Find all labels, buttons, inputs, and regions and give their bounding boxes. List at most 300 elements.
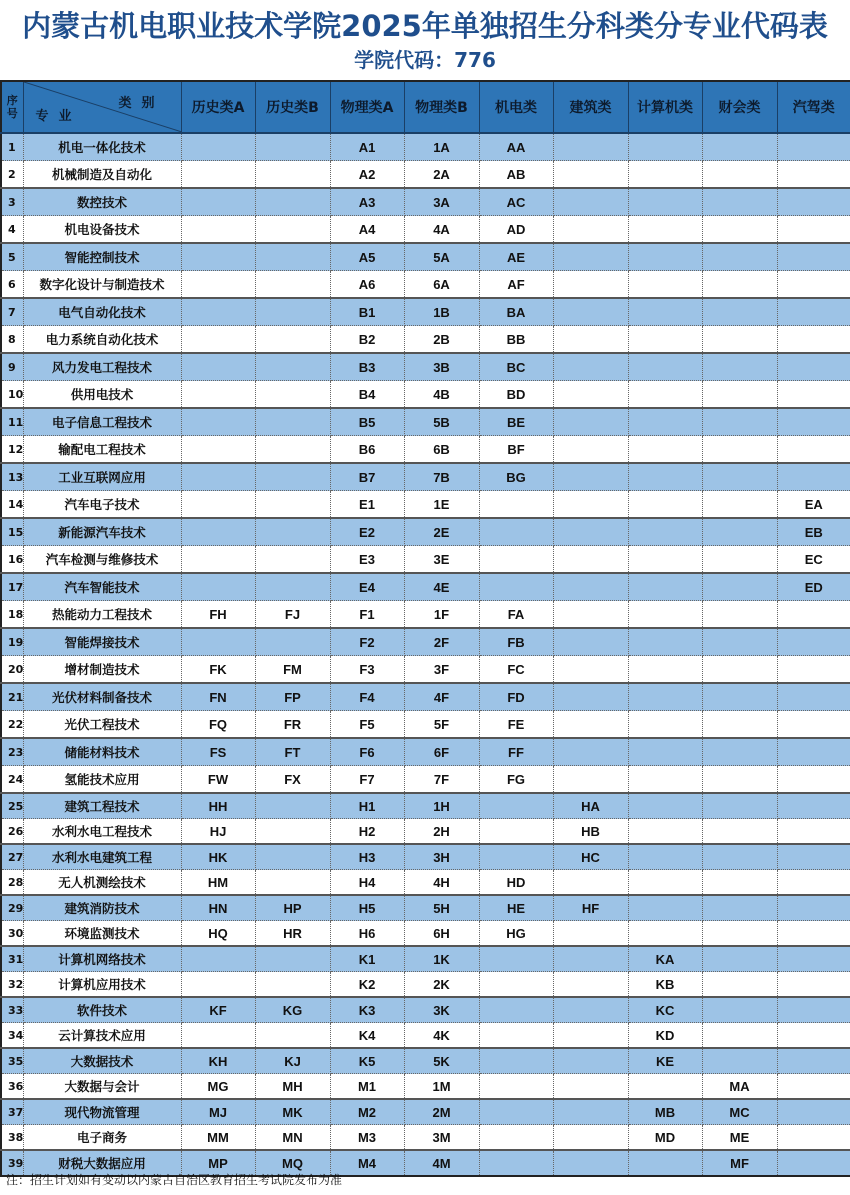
- row-seq: 24: [1, 766, 23, 794]
- row-seq: 28: [1, 870, 23, 896]
- row-code-cell: 4H: [404, 870, 479, 896]
- row-code-cell: [628, 491, 702, 519]
- row-code-cell: [255, 133, 330, 161]
- row-code-cell: [553, 573, 628, 601]
- row-code-cell: 3K: [404, 997, 479, 1023]
- row-code-cell: 6B: [404, 436, 479, 464]
- row-code-cell: [255, 819, 330, 845]
- row-code-cell: [628, 573, 702, 601]
- row-code-cell: 3B: [404, 353, 479, 381]
- row-seq: 8: [1, 326, 23, 354]
- row-code-cell: [553, 870, 628, 896]
- row-code-cell: [628, 921, 702, 947]
- table-row: [1, 946, 850, 972]
- row-code-cell: FW: [181, 766, 255, 794]
- row-major: 机电设备技术: [23, 216, 181, 244]
- row-code-cell: [702, 216, 777, 244]
- row-code-cell: 1M: [404, 1074, 479, 1100]
- row-code-cell: [702, 161, 777, 189]
- row-major: 智能控制技术: [23, 243, 181, 271]
- row-code-cell: [777, 1023, 850, 1049]
- row-seq: 17: [1, 573, 23, 601]
- row-major: 建筑消防技术: [23, 895, 181, 921]
- row-code-cell: FQ: [181, 711, 255, 739]
- row-seq: 37: [1, 1099, 23, 1125]
- row-major: 热能动力工程技术: [23, 601, 181, 629]
- row-code-cell: A4: [330, 216, 404, 244]
- row-code-cell: [479, 946, 553, 972]
- row-code-cell: KF: [181, 997, 255, 1023]
- row-code-cell: 7B: [404, 463, 479, 491]
- row-code-cell: KG: [255, 997, 330, 1023]
- row-code-cell: [777, 683, 850, 711]
- table-row: [1, 870, 850, 896]
- row-code-cell: KH: [181, 1048, 255, 1074]
- row-code-cell: [255, 161, 330, 189]
- row-code-cell: [628, 819, 702, 845]
- table-row: [1, 738, 850, 766]
- row-seq: 21: [1, 683, 23, 711]
- row-code-cell: [702, 819, 777, 845]
- row-code-cell: [628, 656, 702, 684]
- row-code-cell: 6A: [404, 271, 479, 299]
- row-seq: 20: [1, 656, 23, 684]
- row-code-cell: [628, 546, 702, 574]
- row-code-cell: [777, 1074, 850, 1100]
- row-code-cell: [553, 353, 628, 381]
- table-row: [1, 844, 850, 870]
- row-code-cell: 2H: [404, 819, 479, 845]
- row-code-cell: A6: [330, 271, 404, 299]
- row-code-cell: [628, 628, 702, 656]
- row-code-cell: BD: [479, 381, 553, 409]
- row-code-cell: [628, 271, 702, 299]
- row-code-cell: [777, 870, 850, 896]
- row-major: 云计算技术应用: [23, 1023, 181, 1049]
- row-code-cell: [628, 436, 702, 464]
- row-code-cell: KD: [628, 1023, 702, 1049]
- row-code-cell: 3F: [404, 656, 479, 684]
- row-code-cell: B1: [330, 298, 404, 326]
- row-code-cell: 1E: [404, 491, 479, 519]
- row-code-cell: FA: [479, 601, 553, 629]
- row-code-cell: FX: [255, 766, 330, 794]
- row-code-cell: K1: [330, 946, 404, 972]
- row-code-cell: HD: [479, 870, 553, 896]
- row-code-cell: [553, 738, 628, 766]
- row-code-cell: BC: [479, 353, 553, 381]
- row-code-cell: 2K: [404, 972, 479, 998]
- row-code-cell: [777, 895, 850, 921]
- row-code-cell: F2: [330, 628, 404, 656]
- row-code-cell: E1: [330, 491, 404, 519]
- row-code-cell: B4: [330, 381, 404, 409]
- row-code-cell: MJ: [181, 1099, 255, 1125]
- row-code-cell: [181, 946, 255, 972]
- row-code-cell: [553, 243, 628, 271]
- row-major: 工业互联网应用: [23, 463, 181, 491]
- table-row: [1, 518, 850, 546]
- row-seq: 2: [1, 161, 23, 189]
- row-code-cell: [479, 819, 553, 845]
- row-major: 智能焊接技术: [23, 628, 181, 656]
- row-code-cell: HH: [181, 793, 255, 819]
- row-code-cell: [553, 188, 628, 216]
- row-code-cell: [777, 243, 850, 271]
- row-code-cell: FT: [255, 738, 330, 766]
- row-major: 输配电工程技术: [23, 436, 181, 464]
- row-code-cell: HM: [181, 870, 255, 896]
- row-code-cell: [702, 436, 777, 464]
- row-code-cell: HP: [255, 895, 330, 921]
- row-code-cell: [628, 793, 702, 819]
- row-code-cell: 2M: [404, 1099, 479, 1125]
- row-code-cell: [255, 326, 330, 354]
- table-row: [1, 628, 850, 656]
- table-row: [1, 972, 850, 998]
- row-code-cell: HE: [479, 895, 553, 921]
- row-code-cell: E2: [330, 518, 404, 546]
- row-code-cell: [628, 381, 702, 409]
- table-row: [1, 1125, 850, 1151]
- row-code-cell: 3H: [404, 844, 479, 870]
- row-code-cell: [479, 1150, 553, 1176]
- row-code-cell: MN: [255, 1125, 330, 1151]
- table-row: [1, 216, 850, 244]
- row-code-cell: [553, 921, 628, 947]
- col-history-b: 历史类B: [255, 81, 330, 133]
- row-code-cell: [553, 408, 628, 436]
- row-code-cell: [702, 133, 777, 161]
- row-code-cell: [553, 298, 628, 326]
- row-code-cell: [553, 972, 628, 998]
- row-code-cell: [777, 408, 850, 436]
- row-code-cell: [255, 463, 330, 491]
- row-code-cell: H5: [330, 895, 404, 921]
- row-major: 无人机测绘技术: [23, 870, 181, 896]
- row-code-cell: B7: [330, 463, 404, 491]
- row-code-cell: [702, 491, 777, 519]
- row-code-cell: 2E: [404, 518, 479, 546]
- row-seq: 4: [1, 216, 23, 244]
- row-code-cell: [628, 463, 702, 491]
- row-code-cell: [479, 573, 553, 601]
- col-history-a: 历史类A: [181, 81, 255, 133]
- row-code-cell: 5K: [404, 1048, 479, 1074]
- row-code-cell: [777, 819, 850, 845]
- row-code-cell: 5A: [404, 243, 479, 271]
- row-seq: 11: [1, 408, 23, 436]
- row-code-cell: [181, 408, 255, 436]
- row-code-cell: [181, 243, 255, 271]
- row-code-cell: 1F: [404, 601, 479, 629]
- row-code-cell: [255, 518, 330, 546]
- row-code-cell: [255, 298, 330, 326]
- row-code-cell: KE: [628, 1048, 702, 1074]
- row-code-cell: A3: [330, 188, 404, 216]
- row-code-cell: [255, 381, 330, 409]
- row-major: 水利水电工程技术: [23, 819, 181, 845]
- col-accounting: 财会类: [702, 81, 777, 133]
- row-code-cell: [777, 844, 850, 870]
- row-code-cell: 5B: [404, 408, 479, 436]
- table-row: [1, 298, 850, 326]
- row-code-cell: [553, 1048, 628, 1074]
- table-row: [1, 133, 850, 161]
- table-row: [1, 546, 850, 574]
- row-code-cell: H6: [330, 921, 404, 947]
- row-major: 氢能技术应用: [23, 766, 181, 794]
- col-architecture: 建筑类: [553, 81, 628, 133]
- row-code-cell: [479, 1125, 553, 1151]
- row-code-cell: [628, 326, 702, 354]
- table-row: [1, 271, 850, 299]
- row-code-cell: [255, 216, 330, 244]
- row-code-cell: [777, 133, 850, 161]
- row-major: 汽车智能技术: [23, 573, 181, 601]
- row-code-cell: [777, 188, 850, 216]
- table-row: [1, 601, 850, 629]
- row-code-cell: [255, 353, 330, 381]
- table-row: [1, 463, 850, 491]
- row-code-cell: [702, 895, 777, 921]
- row-code-cell: [702, 1023, 777, 1049]
- row-code-cell: [255, 946, 330, 972]
- row-code-cell: [628, 711, 702, 739]
- row-code-cell: [777, 353, 850, 381]
- table-row: [1, 326, 850, 354]
- row-code-cell: [479, 997, 553, 1023]
- row-code-cell: [553, 946, 628, 972]
- row-code-cell: [628, 844, 702, 870]
- row-code-cell: [702, 711, 777, 739]
- row-code-cell: [553, 518, 628, 546]
- row-code-cell: [553, 133, 628, 161]
- row-code-cell: [702, 793, 777, 819]
- row-seq: 19: [1, 628, 23, 656]
- row-major: 风力发电工程技术: [23, 353, 181, 381]
- row-code-cell: F6: [330, 738, 404, 766]
- row-code-cell: [628, 161, 702, 189]
- row-code-cell: [181, 381, 255, 409]
- row-major: 大数据技术: [23, 1048, 181, 1074]
- row-code-cell: M2: [330, 1099, 404, 1125]
- row-seq: 29: [1, 895, 23, 921]
- row-code-cell: [479, 1048, 553, 1074]
- row-code-cell: 4B: [404, 381, 479, 409]
- row-major: 电气自动化技术: [23, 298, 181, 326]
- col-electromech: 机电类: [479, 81, 553, 133]
- row-code-cell: HQ: [181, 921, 255, 947]
- row-code-cell: [181, 216, 255, 244]
- row-code-cell: [628, 188, 702, 216]
- row-major: 增材制造技术: [23, 656, 181, 684]
- table-row: [1, 188, 850, 216]
- row-code-cell: MH: [255, 1074, 330, 1100]
- row-code-cell: [181, 518, 255, 546]
- row-code-cell: [702, 546, 777, 574]
- row-code-cell: [702, 921, 777, 947]
- row-code-cell: [628, 1150, 702, 1176]
- row-code-cell: [181, 161, 255, 189]
- row-code-cell: [628, 518, 702, 546]
- row-code-cell: MK: [255, 1099, 330, 1125]
- row-code-cell: [255, 972, 330, 998]
- row-code-cell: [702, 972, 777, 998]
- row-code-cell: FP: [255, 683, 330, 711]
- row-code-cell: [628, 408, 702, 436]
- row-code-cell: 6H: [404, 921, 479, 947]
- row-major: 机械制造及自动化: [23, 161, 181, 189]
- row-code-cell: M1: [330, 1074, 404, 1100]
- row-code-cell: BF: [479, 436, 553, 464]
- table-row: [1, 921, 850, 947]
- row-code-cell: [553, 381, 628, 409]
- row-code-cell: AD: [479, 216, 553, 244]
- row-code-cell: [702, 766, 777, 794]
- category-label: 类别: [118, 96, 165, 111]
- row-code-cell: [553, 1150, 628, 1176]
- row-code-cell: [181, 188, 255, 216]
- row-code-cell: [479, 518, 553, 546]
- row-code-cell: KA: [628, 946, 702, 972]
- row-code-cell: 1K: [404, 946, 479, 972]
- row-code-cell: [702, 353, 777, 381]
- row-code-cell: 7F: [404, 766, 479, 794]
- row-code-cell: BE: [479, 408, 553, 436]
- row-major: 电力系统自动化技术: [23, 326, 181, 354]
- row-code-cell: [628, 353, 702, 381]
- row-code-cell: B6: [330, 436, 404, 464]
- row-major: 光伏工程技术: [23, 711, 181, 739]
- row-code-cell: F1: [330, 601, 404, 629]
- row-code-cell: 3A: [404, 188, 479, 216]
- row-code-cell: [255, 243, 330, 271]
- table-row: [1, 656, 850, 684]
- row-code-cell: FF: [479, 738, 553, 766]
- table-header-row: [1, 81, 850, 133]
- row-major: 储能材料技术: [23, 738, 181, 766]
- row-code-cell: 4F: [404, 683, 479, 711]
- row-code-cell: [777, 997, 850, 1023]
- row-code-cell: [553, 216, 628, 244]
- row-code-cell: [553, 491, 628, 519]
- row-code-cell: [702, 738, 777, 766]
- row-code-cell: [255, 573, 330, 601]
- row-code-cell: [777, 463, 850, 491]
- row-code-cell: [777, 436, 850, 464]
- row-code-cell: M3: [330, 1125, 404, 1151]
- row-code-cell: H1: [330, 793, 404, 819]
- row-code-cell: [702, 946, 777, 972]
- row-code-cell: [553, 546, 628, 574]
- row-seq: 34: [1, 1023, 23, 1049]
- row-code-cell: [255, 491, 330, 519]
- row-seq: 13: [1, 463, 23, 491]
- row-code-cell: [628, 133, 702, 161]
- row-code-cell: MA: [702, 1074, 777, 1100]
- row-code-cell: 1A: [404, 133, 479, 161]
- row-seq: 14: [1, 491, 23, 519]
- row-code-cell: H4: [330, 870, 404, 896]
- footnote: 注：招生计划如有变动以内蒙古自治区教育招生考试院发布为准: [6, 1173, 343, 1187]
- row-code-cell: AB: [479, 161, 553, 189]
- row-code-cell: AC: [479, 188, 553, 216]
- row-code-cell: BG: [479, 463, 553, 491]
- row-code-cell: MD: [628, 1125, 702, 1151]
- row-code-cell: [628, 683, 702, 711]
- row-code-cell: [479, 1099, 553, 1125]
- major-label: 专业: [35, 109, 82, 124]
- row-code-cell: [777, 711, 850, 739]
- row-seq: 7: [1, 298, 23, 326]
- row-code-cell: HF: [553, 895, 628, 921]
- row-seq: 18: [1, 601, 23, 629]
- row-code-cell: BB: [479, 326, 553, 354]
- row-code-cell: [553, 683, 628, 711]
- row-code-cell: [702, 573, 777, 601]
- row-code-cell: [777, 216, 850, 244]
- row-code-cell: [702, 326, 777, 354]
- row-code-cell: [553, 628, 628, 656]
- row-seq: 25: [1, 793, 23, 819]
- row-seq: 32: [1, 972, 23, 998]
- row-code-cell: F4: [330, 683, 404, 711]
- row-code-cell: EB: [777, 518, 850, 546]
- row-code-cell: [628, 216, 702, 244]
- row-code-cell: MG: [181, 1074, 255, 1100]
- row-major: 电子信息工程技术: [23, 408, 181, 436]
- row-code-cell: KJ: [255, 1048, 330, 1074]
- row-code-cell: 4M: [404, 1150, 479, 1176]
- row-code-cell: [702, 870, 777, 896]
- row-code-cell: H3: [330, 844, 404, 870]
- row-code-cell: [777, 766, 850, 794]
- row-code-cell: A5: [330, 243, 404, 271]
- row-code-cell: MM: [181, 1125, 255, 1151]
- row-major: 现代物流管理: [23, 1099, 181, 1125]
- table-row: [1, 573, 850, 601]
- col-computer: 计算机类: [628, 81, 702, 133]
- row-code-cell: [777, 381, 850, 409]
- table-row: [1, 683, 850, 711]
- row-code-cell: [255, 870, 330, 896]
- row-code-cell: FB: [479, 628, 553, 656]
- row-code-cell: [255, 628, 330, 656]
- row-code-cell: HC: [553, 844, 628, 870]
- row-code-cell: KB: [628, 972, 702, 998]
- row-code-cell: [181, 271, 255, 299]
- row-code-cell: FH: [181, 601, 255, 629]
- row-code-cell: [553, 1099, 628, 1125]
- row-code-cell: [702, 1048, 777, 1074]
- row-code-cell: [181, 491, 255, 519]
- row-code-cell: [181, 353, 255, 381]
- row-code-cell: 1B: [404, 298, 479, 326]
- row-code-cell: HA: [553, 793, 628, 819]
- row-seq: 31: [1, 946, 23, 972]
- row-code-cell: [777, 628, 850, 656]
- row-code-cell: FN: [181, 683, 255, 711]
- row-code-cell: [702, 628, 777, 656]
- row-seq: 39: [1, 1150, 23, 1176]
- row-code-cell: [777, 1099, 850, 1125]
- row-major: 环境监测技术: [23, 921, 181, 947]
- row-code-cell: [553, 1125, 628, 1151]
- row-code-cell: [702, 408, 777, 436]
- row-code-cell: FS: [181, 738, 255, 766]
- row-code-cell: HN: [181, 895, 255, 921]
